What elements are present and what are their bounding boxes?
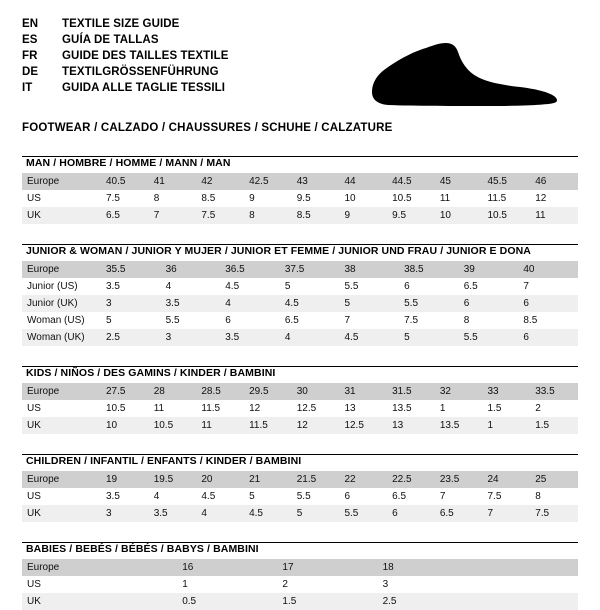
size-table-body: [22, 261, 578, 346]
cell: 3.5: [149, 505, 197, 522]
cell: 10: [435, 207, 483, 224]
cell: 5.5: [344, 281, 359, 292]
cell: 12.5: [296, 403, 317, 414]
cell: 1.5: [530, 417, 578, 434]
section-title: MAN / HOMBRE / HOMME / MANN / MAN: [26, 157, 231, 169]
table-row: [22, 173, 578, 190]
cell: 4: [280, 329, 340, 346]
cell: 8.5: [292, 207, 340, 224]
cell: 7.5: [530, 505, 578, 522]
cell: 2.5: [378, 593, 478, 610]
size-table-body: [22, 173, 578, 224]
cell: 11: [153, 403, 165, 414]
cell: 7: [439, 491, 446, 502]
language-code: FR: [22, 50, 38, 62]
cell: 31: [339, 383, 387, 400]
cell: 1.5: [277, 593, 377, 610]
section-title: KIDS / NIÑOS / DES GAMINS / KINDER / BAMBINI: [26, 367, 276, 379]
cell: 40: [518, 261, 578, 278]
row-label: UK: [22, 505, 101, 522]
cell: 1: [439, 403, 446, 414]
cell: 6: [404, 281, 410, 292]
page-header: [22, 18, 578, 108]
size-table-kids: [22, 383, 578, 434]
language-title-table: [22, 18, 229, 98]
row-label: Woman (UK): [22, 329, 101, 346]
section-title: JUNIOR & WOMAN / JUNIOR Y MUJER / JUNIOR ET FEMME / JUNIOR UND FRAU / JUNIOR E DONA: [26, 245, 531, 257]
cell: 3.5: [161, 295, 221, 312]
page-title: FOOTWEAR / CALZADO / CHAUSSURES / SCHUHE / CALZATURE: [22, 122, 393, 134]
cell: 2: [282, 579, 288, 590]
cell: 6: [344, 491, 350, 502]
cell: 6.5: [435, 505, 483, 522]
cell: 12: [535, 193, 547, 204]
row-label: Europe: [22, 173, 101, 190]
cell: 11: [196, 417, 244, 434]
cell: 30: [292, 383, 340, 400]
cell: 7.5: [196, 207, 244, 224]
language-code: DE: [22, 66, 39, 78]
cell-empty: [478, 593, 578, 610]
table-row: [22, 312, 578, 329]
section-children: [22, 454, 578, 522]
row-label: US: [27, 579, 41, 590]
cell: 13.5: [392, 403, 412, 414]
cell: 7.5: [404, 315, 419, 326]
language-row: [22, 66, 229, 82]
table-row: [22, 471, 578, 488]
cell: 42.5: [244, 173, 292, 190]
cell: 39: [459, 261, 519, 278]
cell: 4.5: [280, 295, 340, 312]
cell: 7.5: [487, 491, 502, 502]
cell: 12: [292, 417, 340, 434]
cell: 42: [196, 173, 244, 190]
size-table-body: [22, 383, 578, 434]
cell: 13: [344, 403, 356, 414]
cell: 1.5: [487, 403, 502, 414]
cell: 28.5: [196, 383, 244, 400]
cell: 38.5: [399, 261, 459, 278]
cell: 6: [387, 505, 435, 522]
cell: 7: [523, 281, 529, 292]
cell: 5: [249, 491, 255, 502]
language-text: GUÍA DE TALLAS: [62, 34, 159, 46]
cell: 9: [339, 207, 387, 224]
cell: 32: [435, 383, 483, 400]
table-row: [22, 576, 578, 593]
cell: 45.5: [483, 173, 531, 190]
cell: 27.5: [101, 383, 149, 400]
language-title-body: [22, 18, 229, 98]
size-table-man: [22, 173, 578, 224]
cell: 6.5: [463, 281, 478, 292]
dress-shoe-icon: [370, 40, 560, 110]
cell: 17: [277, 559, 377, 576]
cell: 5: [284, 281, 291, 292]
cell: 6.5: [392, 491, 407, 502]
cell: 33.5: [530, 383, 578, 400]
size-table-body: [22, 471, 578, 522]
cell: 4: [196, 505, 244, 522]
language-row: [22, 34, 229, 50]
cell: 38: [340, 261, 400, 278]
cell: 3: [161, 329, 221, 346]
cell: 11: [439, 193, 451, 204]
cell: 10: [344, 193, 356, 204]
cell: 11.5: [201, 403, 221, 414]
size-table-children: [22, 471, 578, 522]
cell: 5.5: [296, 491, 311, 502]
row-label: Europe: [22, 261, 101, 278]
cell: 24: [483, 471, 531, 488]
section-kids: [22, 366, 578, 434]
cell: 8.5: [523, 315, 538, 326]
section-man: [22, 156, 578, 224]
table-row: [22, 329, 578, 346]
cell: 31.5: [387, 383, 435, 400]
cell: 43: [292, 173, 340, 190]
cell: 5: [340, 295, 400, 312]
cell: 4: [153, 491, 160, 502]
cell: 3: [101, 295, 161, 312]
cell: 6.5: [101, 207, 149, 224]
cell: 44.5: [387, 173, 435, 190]
cell: 16: [177, 559, 277, 576]
row-label: Woman (US): [27, 315, 85, 326]
section-title: CHILDREN / INFANTIL / ENFANTS / KINDER / BAMBINI: [26, 455, 302, 467]
cell: 4.5: [340, 329, 400, 346]
cell: 22.5: [387, 471, 435, 488]
table-row: [22, 383, 578, 400]
cell: 5: [292, 505, 340, 522]
cell: 10: [101, 417, 149, 434]
cell: 12: [249, 403, 261, 414]
cell: 4.5: [225, 281, 240, 292]
cell: 6: [459, 295, 519, 312]
table-row: [22, 261, 578, 278]
language-text: TEXTILGRÖSSENFÜHRUNG: [62, 66, 219, 78]
row-label: US: [27, 491, 41, 502]
language-text: GUIDA ALLE TAGLIE TESSILI: [62, 82, 226, 94]
cell: 5.5: [339, 505, 387, 522]
cell: 9.5: [296, 193, 311, 204]
table-row: [22, 417, 578, 434]
cell: 4.5: [244, 505, 292, 522]
cell: 5.5: [399, 295, 459, 312]
cell: 5: [106, 315, 112, 326]
cell: 36.5: [220, 261, 280, 278]
row-label: Europe: [22, 559, 177, 576]
table-row: [22, 593, 578, 610]
cell: 8: [535, 491, 541, 502]
cell: 21.5: [292, 471, 340, 488]
cell-empty: [478, 559, 578, 576]
size-table-junior-woman: [22, 261, 578, 346]
row-label: UK: [22, 417, 101, 434]
cell: 5: [399, 329, 459, 346]
language-text: TEXTILE SIZE GUIDE: [62, 18, 180, 30]
table-row: [22, 488, 578, 505]
language-row: [22, 18, 229, 34]
cell: 37.5: [280, 261, 340, 278]
cell: 12.5: [339, 417, 387, 434]
cell: 13: [387, 417, 435, 434]
cell: 11.5: [487, 193, 507, 204]
cell: 22: [339, 471, 387, 488]
cell: 45: [435, 173, 483, 190]
cell: 3.5: [220, 329, 280, 346]
cell: 19.5: [149, 471, 197, 488]
row-label: UK: [22, 207, 101, 224]
cell: 7.5: [106, 193, 120, 204]
cell: 1: [182, 579, 188, 590]
cell: 10.5: [149, 417, 197, 434]
cell: 18: [378, 559, 478, 576]
cell: 3: [382, 579, 389, 590]
cell: 6: [518, 295, 578, 312]
language-code: IT: [22, 82, 33, 94]
cell: 36: [161, 261, 221, 278]
cell: 1: [483, 417, 531, 434]
table-row: [22, 207, 578, 224]
cell: 10.5: [106, 403, 126, 414]
cell: 8: [244, 207, 292, 224]
cell: 4: [165, 281, 172, 292]
cell: 10.5: [392, 193, 412, 204]
cell: 33: [483, 383, 531, 400]
row-label: US: [27, 403, 41, 414]
cell: 44: [339, 173, 387, 190]
row-label: Junior (UK): [22, 295, 101, 312]
language-code: EN: [22, 18, 39, 30]
cell: 2.5: [101, 329, 161, 346]
language-text: GUIDE DES TAILLES TEXTILE: [62, 50, 229, 62]
cell: 35.5: [101, 261, 161, 278]
cell: 6.5: [284, 315, 299, 326]
row-label: Europe: [22, 383, 101, 400]
cell: 8.5: [201, 193, 216, 204]
cell: 2: [535, 403, 541, 414]
cell: 3.5: [106, 491, 120, 502]
cell: 29.5: [244, 383, 292, 400]
cell: 5.5: [459, 329, 519, 346]
section-title: BABIES / BEBÉS / BÉBÉS / BABYS / BAMBINI: [26, 543, 259, 555]
cell: 6: [225, 315, 231, 326]
cell: 10.5: [483, 207, 531, 224]
language-row: [22, 82, 229, 98]
size-table-babies: [22, 559, 578, 610]
cell: 13.5: [435, 417, 483, 434]
row-label: Junior (US): [27, 281, 78, 292]
cell: 4: [220, 295, 280, 312]
cell: 46: [530, 173, 578, 190]
cell: 3.5: [106, 281, 120, 292]
table-row: [22, 278, 578, 295]
cell: 7: [483, 505, 531, 522]
cell: 3: [101, 505, 149, 522]
cell: 7: [344, 315, 351, 326]
language-row: [22, 50, 229, 66]
table-row: [22, 505, 578, 522]
language-code: ES: [22, 34, 38, 46]
cell: 6: [518, 329, 578, 346]
cell: 5.5: [165, 315, 180, 326]
row-label: Europe: [22, 471, 101, 488]
table-row: [22, 190, 578, 207]
cell: 7: [149, 207, 197, 224]
cell: 25: [530, 471, 578, 488]
cell: 23.5: [435, 471, 483, 488]
cell: 28: [149, 383, 197, 400]
cell: 8: [463, 315, 470, 326]
size-table-body: [22, 559, 578, 610]
cell: 11: [530, 207, 578, 224]
cell: 8: [153, 193, 160, 204]
cell: 40.5: [101, 173, 149, 190]
table-row: [22, 400, 578, 417]
cell: 9: [249, 193, 255, 204]
cell: 0.5: [177, 593, 277, 610]
cell-empty: [478, 576, 578, 593]
cell: 11.5: [244, 417, 292, 434]
cell: 19: [101, 471, 149, 488]
cell: 21: [244, 471, 292, 488]
section-junior-woman: [22, 244, 578, 346]
table-row: [22, 295, 578, 312]
row-label: US: [27, 193, 41, 204]
cell: 4.5: [201, 491, 216, 502]
cell: 9.5: [387, 207, 435, 224]
cell: 41: [149, 173, 197, 190]
cell: 20: [196, 471, 244, 488]
table-row: [22, 559, 578, 576]
row-label: UK: [22, 593, 177, 610]
